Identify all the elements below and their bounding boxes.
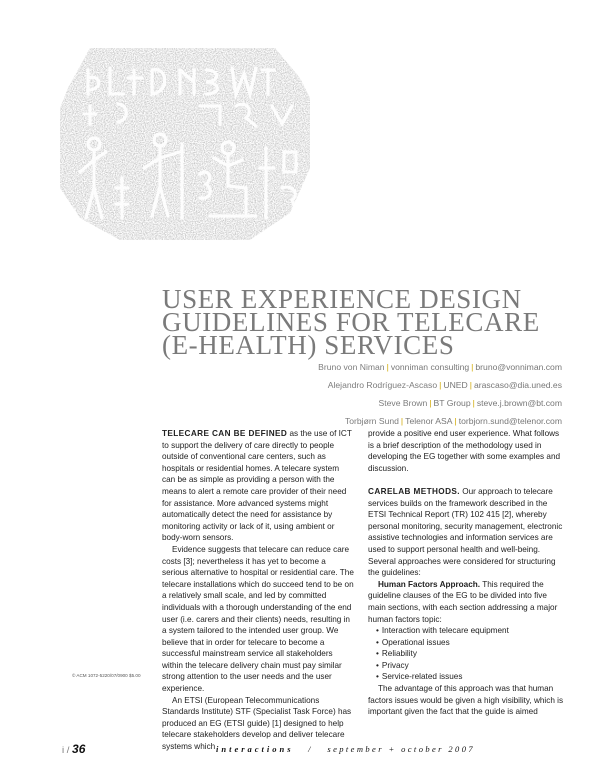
paragraph: [368, 579, 564, 625]
lead-in: TELECARE CAN BE DEFINED: [162, 429, 288, 438]
subsection-heading: Human Factors Approach.: [378, 579, 481, 589]
paragraph: Evidence suggests that telecare can reduce care costs [3]; nevertheless it has yet to become a serious alternative to hospital or residential care. The telecare installations which do succeed tend to be on a relatively small scale, and led by committed individuals with a thorough understanding of the end user (i.e. carers and their clients) needs, resulting in a system tailored to the intended user group. We believe that in order for telecare to become a successful mainstream service all stakeholders within the telecare delivery chain must pay similar strong attention to the user needs and the user experience.: [162, 544, 354, 694]
list-item: • Reliability: [376, 648, 564, 660]
paragraph: provide a positive end user experience. What follows is a brief description of the methodology used in developing the EG together with some examples and discussion.: [368, 429, 561, 473]
page-number: 36: [72, 742, 86, 756]
issue-date: september + october 2007: [327, 744, 475, 754]
author-email[interactable]: arascaso@dia.uned.es: [473, 380, 562, 390]
author-entry: Steve Brown | BT Group | steve.j.brown@bt.com: [378, 398, 562, 408]
author-name: Alejandro Rodríguez-Ascaso: [327, 380, 438, 390]
author-entry: Bruno von Niman | vonniman consulting | bruno@vonniman.com: [318, 362, 562, 372]
author-name: Torbjørn Sund: [344, 416, 399, 426]
page-footer: [0, 742, 600, 762]
list-item: • Operational issues: [376, 637, 564, 649]
author-affiliation: BT Group: [433, 398, 471, 408]
title-line-3: (E-HEALTH) SERVICES: [162, 330, 455, 360]
paragraph: The advantage of this approach was that human factors issues would be given a high visibility, which is important given the fact that the guide is aimed: [368, 684, 564, 717]
paragraph-text: Our approach to telecare services builds on the framework described in the ETSI Technical Report (TR) 102 415 [2], whereby personal monitoring, security management, electronic assistive technologies and information services are used to support personal health and well-being. Several approaches were considered for structuring the guidelines:: [368, 486, 563, 578]
folio: [62, 742, 85, 756]
list-item: • Service-related issues: [376, 671, 564, 683]
author-email[interactable]: steve.j.brown@bt.com: [476, 398, 562, 408]
paragraph: [368, 486, 564, 579]
paragraph-text: This required the guideline clauses of the EG to be divided into five main sections, with each section addressing a major human factors topic:: [368, 579, 558, 624]
article-title: [162, 284, 582, 360]
running-footer: [216, 744, 475, 754]
hieroglyph-relief-illustration: [60, 48, 310, 240]
title-line-2: GUIDELINES FOR TELECARE: [162, 307, 540, 337]
author-entry: Torbjørn Sund | Telenor ASA | torbjorn.sund@telenor.com: [344, 416, 562, 426]
author-entry: Alejandro Rodríguez-Ascaso | UNED | arascaso@dia.uned.es: [327, 380, 562, 390]
author-name: Steve Brown: [378, 398, 428, 408]
footer-separator: /: [308, 744, 313, 754]
copyright-notice: © ACM 1072-5220/07/0900 $5.00: [72, 673, 141, 678]
paragraph-text: as the use of ICT to support the delivery of care directly to people outside of conventional care centers, such as hospitals or residential homes. A telecare system can be as simple as providing a person with the means to alert a remote care provider of their need for assistance. More advanced systems might automatically detect the need for assistance by monitoring activity or lack of it, using ambient or body-worn sensors.: [162, 429, 352, 543]
author-email[interactable]: torbjorn.sund@telenor.com: [458, 416, 562, 426]
paragraph: An ETSI (European Telecommunications Standards Institute) STF (Specialist Task Force) has produced an EG (ETSI guide) [1] designed to help telecare stakeholders develop and deliver telecare systems which: [162, 695, 352, 752]
list-item: • Privacy: [376, 660, 564, 672]
magazine-name: interactions: [216, 744, 294, 754]
author-affiliation: Telenor ASA: [405, 416, 453, 426]
body-column-left: [162, 428, 354, 753]
paragraph: [162, 428, 354, 544]
body-column-right: [368, 428, 564, 718]
section-heading: CARELAB METHODS.: [368, 486, 460, 496]
folio-prefix: i /: [62, 745, 70, 756]
author-affiliation: UNED: [443, 380, 468, 390]
author-name: Bruno von Niman: [318, 362, 385, 372]
author-email[interactable]: bruno@vonniman.com: [475, 362, 562, 372]
author-list: [142, 358, 562, 430]
topic-list: [368, 625, 564, 683]
list-item: • Interaction with telecare equipment: [376, 625, 564, 637]
author-affiliation: vonniman consulting: [390, 362, 470, 372]
title-line-1: USER EXPERIENCE DESIGN: [162, 284, 522, 314]
